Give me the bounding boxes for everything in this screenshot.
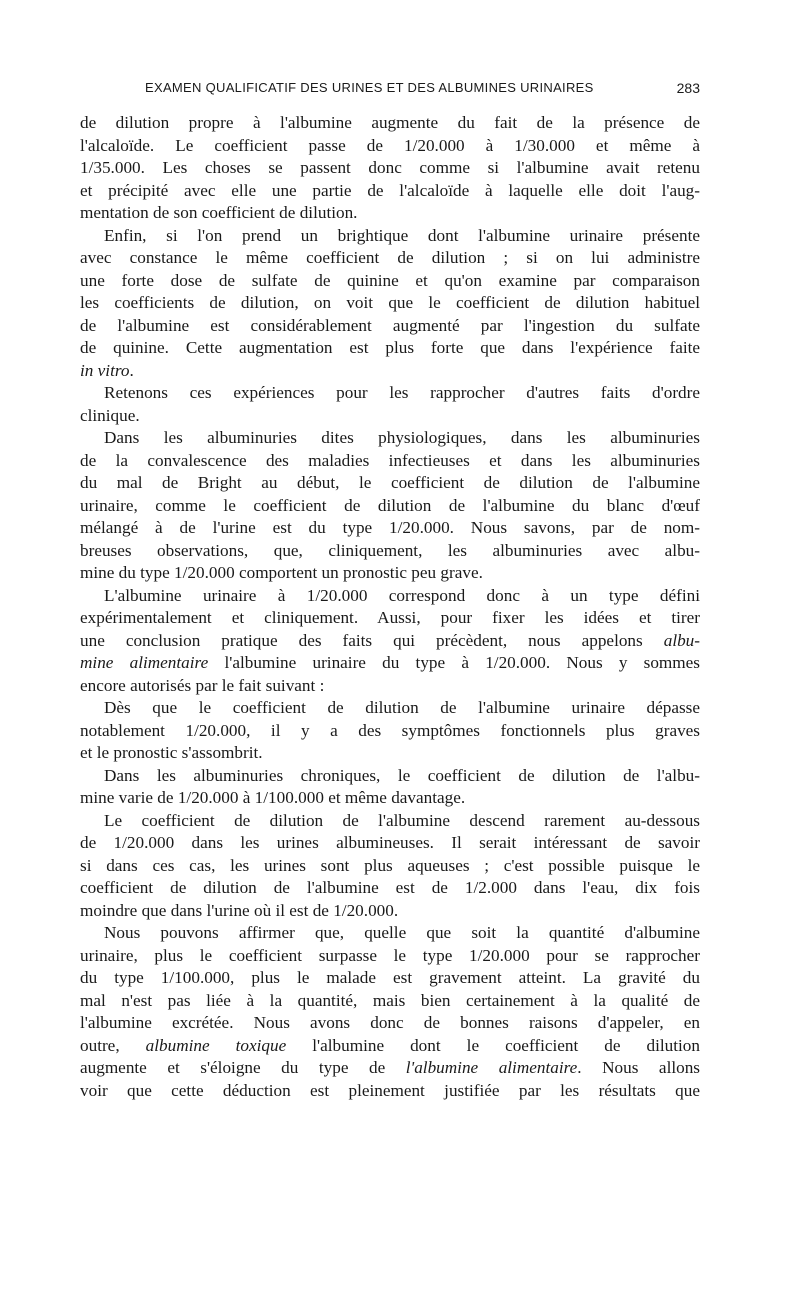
text-run: et le pronostic s'assombrit. xyxy=(80,743,263,762)
text-run: de 1/20.000 dans les urines albumineuses. Il serait intéressant de savoir xyxy=(80,833,700,852)
text-run: . xyxy=(129,360,134,380)
text-run: mine varie de 1/20.000 à 1/100.000 et même davantage. xyxy=(80,788,466,807)
text-line xyxy=(80,315,700,338)
text-line xyxy=(80,225,700,248)
text-run: mal n'est pas liée à la quantité, mais bien certainement à la qualité de xyxy=(80,990,700,1010)
text-line xyxy=(80,697,700,720)
text-line xyxy=(80,765,700,788)
text-run: de l'albumine est considérablement augmenté par l'ingestion du sulfate xyxy=(80,315,700,335)
text-line xyxy=(80,292,700,315)
text-run: voir que cette déduction est pleinement justifiée par les résultats que xyxy=(80,1080,700,1100)
text-run: Enfin, si l'on prend un brightique dont l'albumine urinaire présente xyxy=(104,225,700,245)
text-line xyxy=(80,1012,700,1035)
text-line xyxy=(80,1080,700,1103)
text-line xyxy=(80,540,700,563)
text-run: urinaire, plus le coefficient surpasse le type 1/20.000 pour se rapprocher xyxy=(80,945,700,965)
text-line xyxy=(80,202,700,225)
italic-term: mine alimentaire xyxy=(80,653,209,672)
text-run: du type 1/100.000, plus le malade est gravement atteint. La gravité du xyxy=(80,968,700,987)
text-line xyxy=(80,517,700,540)
text-line xyxy=(80,180,700,203)
text-line xyxy=(80,877,700,900)
text-line xyxy=(80,607,700,630)
text-line xyxy=(80,585,700,608)
paragraph xyxy=(80,697,700,765)
text-run: et précipité avec elle une partie de l'alcaloïde à laquelle elle doit l'aug- xyxy=(80,180,700,200)
running-header-title: EXAMEN QUALIFICATIF DES URINES ET DES ALBUMINES URINAIRES xyxy=(145,80,594,95)
text-run: expérimentalement et cliniquement. Aussi, pour fixer les idées et tirer xyxy=(80,608,700,627)
text-line xyxy=(80,832,700,855)
text-run: mentation de son coefficient de dilution. xyxy=(80,203,358,222)
text-run: urinaire, comme le coefficient de dilution de l'albumine du blanc d'œuf xyxy=(80,495,700,515)
text-line xyxy=(80,405,700,428)
text-run: L'albumine urinaire à 1/20.000 correspond donc à un type défini xyxy=(104,585,700,605)
text-run: du mal de Bright au début, le coefficient de dilution de l'albumine xyxy=(80,473,700,492)
text-run: l'albumine dont le coefficient de dilution xyxy=(286,1035,700,1055)
text-line xyxy=(80,1057,700,1080)
text-run: mélangé à de l'urine est du type 1/20.000. Nous savons, par de nom- xyxy=(80,518,700,537)
text-run: une conclusion pratique des faits qui précèdent, nous appelons xyxy=(80,630,664,650)
text-line xyxy=(80,247,700,270)
text-line xyxy=(80,382,700,405)
paragraph xyxy=(80,427,700,585)
text-line xyxy=(80,652,700,675)
text-run: clinique. xyxy=(80,405,140,425)
text-line xyxy=(80,945,700,968)
text-run: . Nous allons xyxy=(577,1058,700,1077)
text-run: Nous pouvons affirmer que, quelle que soit la quantité d'albumine xyxy=(104,923,700,942)
paragraph xyxy=(80,382,700,427)
text-run: l'albumine urinaire du type à 1/20.000. Nous y sommes xyxy=(208,653,700,672)
text-line xyxy=(80,720,700,743)
text-run: 1/35.000. Les choses se passent donc comme si l'albumine avait retenu xyxy=(80,158,700,177)
text-run: augmente et s'éloigne du type de xyxy=(80,1058,406,1077)
text-line xyxy=(80,900,700,923)
text-line xyxy=(80,787,700,810)
text-run: coefficient de dilution de l'albumine est de 1/2.000 dans l'eau, dix fois xyxy=(80,878,700,897)
paragraph xyxy=(80,112,700,225)
text-line xyxy=(80,810,700,833)
text-run: Dans les albuminuries chroniques, le coefficient de dilution de l'albu- xyxy=(104,765,700,785)
text-run: si dans ces cas, les urines sont plus aqueuses ; c'est possible puisque le xyxy=(80,855,700,875)
text-run: une forte dose de sulfate de quinine et qu'on examine par comparaison xyxy=(80,270,700,290)
text-run: avec constance le même coefficient de dilution ; si on lui administre xyxy=(80,248,700,267)
text-run: l'albumine excrétée. Nous avons donc de bonnes raisons d'appeler, en xyxy=(80,1013,700,1032)
text-run: breuses observations, que, cliniquement, les albuminuries avec albu- xyxy=(80,540,700,560)
text-run: de quinine. Cette augmentation est plus forte que dans l'expérience faite xyxy=(80,338,700,357)
text-run: de la convalescence des maladies infectieuses et dans les albuminuries xyxy=(80,450,700,470)
page-number: 283 xyxy=(676,80,700,96)
text-run: mine du type 1/20.000 comportent un pronostic peu grave. xyxy=(80,563,483,582)
text-line xyxy=(80,562,700,585)
text-line xyxy=(80,630,700,653)
text-line xyxy=(80,495,700,518)
paragraph xyxy=(80,585,700,698)
paragraph xyxy=(80,810,700,923)
text-run: Dans les albuminuries dites physiologiques, dans les albuminuries xyxy=(104,428,700,447)
text-line xyxy=(80,360,700,383)
text-run: Dès que le coefficient de dilution de l'albumine urinaire dépasse xyxy=(104,698,700,717)
text-run: encore autorisés par le fait suivant : xyxy=(80,675,325,695)
text-line xyxy=(80,427,700,450)
paragraph xyxy=(80,765,700,810)
text-line xyxy=(80,1035,700,1058)
text-line xyxy=(80,135,700,158)
text-run: Retenons ces expériences pour les rapprocher d'autres faits d'ordre xyxy=(104,383,700,402)
text-line xyxy=(80,990,700,1013)
italic-term: in vitro xyxy=(80,360,130,380)
text-run: les coefficients de dilution, on voit que le coefficient de dilution habituel xyxy=(80,293,700,312)
text-run: de dilution propre à l'albumine augmente du fait de la présence de xyxy=(80,113,700,132)
italic-term: l'albumine alimentaire xyxy=(405,1058,578,1077)
text-run: notablement 1/20.000, il y a des symptômes fonctionnels plus graves xyxy=(80,720,700,740)
italic-term: albu- xyxy=(663,630,700,650)
paragraph xyxy=(80,225,700,383)
text-run: outre, xyxy=(80,1035,146,1055)
text-run: moindre que dans l'urine où il est de 1/20.000. xyxy=(80,900,399,920)
text-line xyxy=(80,967,700,990)
text-line xyxy=(80,450,700,473)
running-header xyxy=(80,80,700,102)
text-line xyxy=(80,675,700,698)
text-line xyxy=(80,742,700,765)
body-text xyxy=(80,112,700,1102)
text-line xyxy=(80,922,700,945)
italic-term: albumine toxique xyxy=(145,1035,287,1055)
text-run: l'alcaloïde. Le coefficient passe de 1/20.000 à 1/30.000 et même à xyxy=(80,135,700,155)
text-line xyxy=(80,337,700,360)
text-line xyxy=(80,157,700,180)
text-run: Le coefficient de dilution de l'albumine descend rarement au-dessous xyxy=(104,810,700,830)
paragraph xyxy=(80,922,700,1102)
text-line xyxy=(80,855,700,878)
text-line xyxy=(80,270,700,293)
text-line xyxy=(80,472,700,495)
text-line xyxy=(80,112,700,135)
